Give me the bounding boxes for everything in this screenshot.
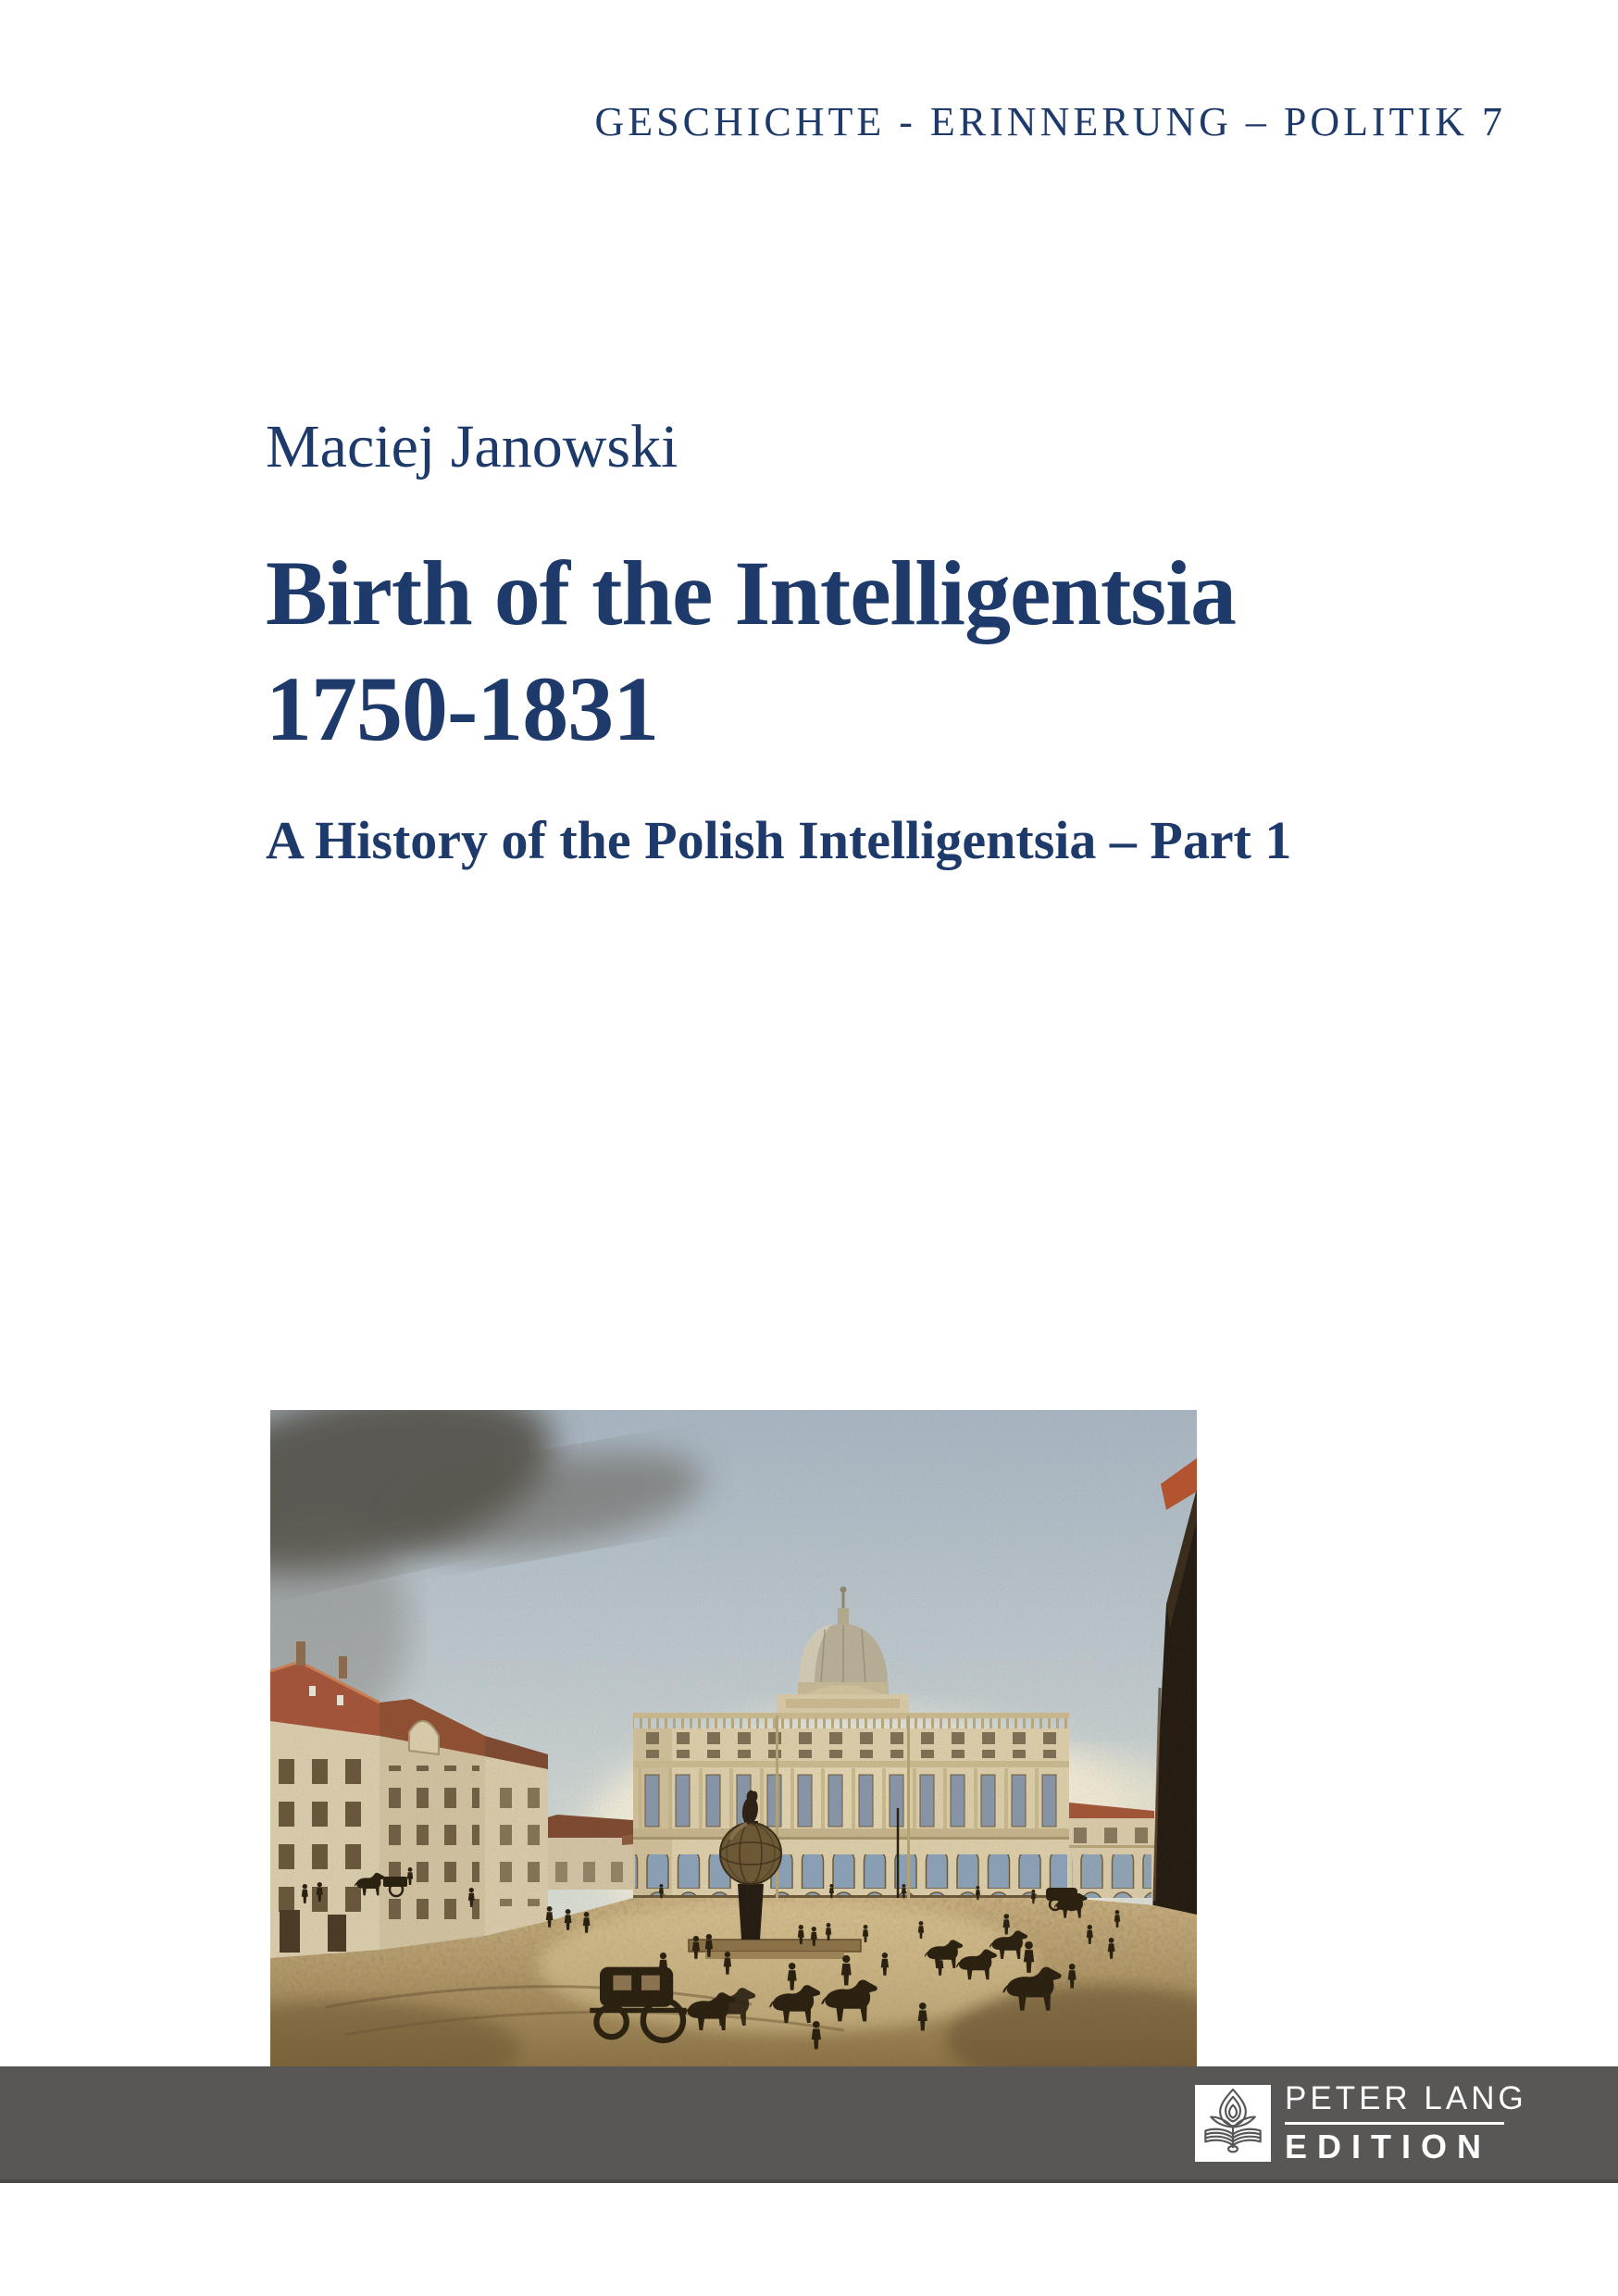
series-title: GESCHICHTE - ERINNERUNG – POLITIK 7 [594, 99, 1506, 144]
publisher-name: PETER LANG [1285, 2080, 1527, 2116]
cover-illustration [270, 1410, 1197, 2066]
peter-lang-logo [1195, 2085, 1271, 2162]
publisher-edition-label: EDITION [1285, 2128, 1492, 2165]
publisher-divider [1285, 2122, 1504, 2125]
painting-svg [270, 1410, 1197, 2066]
publisher-banner [0, 2066, 1618, 2183]
grain-overlay [270, 1410, 1197, 2066]
author-name: Maciej Janowski [266, 413, 678, 480]
title-line-2: 1750-1831 [266, 657, 659, 760]
tulip-over-open-book-icon [1195, 2085, 1271, 2162]
book-title [266, 535, 1236, 767]
title-line-1: Birth of the Intelligentsia [266, 542, 1236, 644]
book-subtitle: A History of the Polish Intelligentsia – Part 1 [266, 810, 1292, 870]
